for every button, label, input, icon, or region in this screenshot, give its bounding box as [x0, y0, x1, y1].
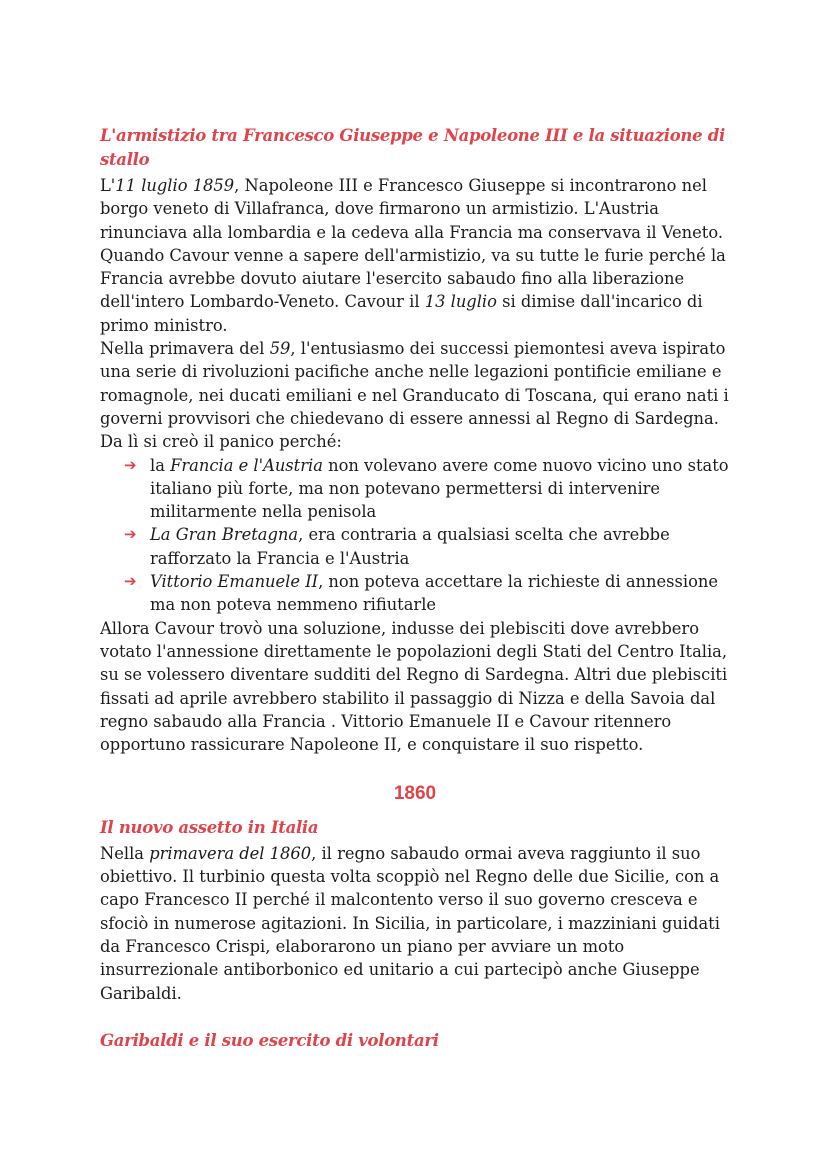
- list-item: [124, 570, 730, 617]
- document-page: [100, 124, 730, 1055]
- bullet-list: [100, 454, 730, 617]
- text-run: la: [150, 455, 171, 475]
- paragraph-armistizio: [100, 174, 730, 337]
- section-heading-armistizio: L'armistizio tra Francesco Giuseppe e Napoleone III e la situazione di stallo: [100, 126, 725, 169]
- list-item: [124, 454, 730, 524]
- text-run: Nella primavera del: [100, 339, 270, 359]
- year-italic: 59: [269, 339, 291, 359]
- date-italic: 13 luglio: [424, 292, 497, 312]
- subject-italic: La Gran Bretagna: [150, 525, 299, 545]
- text-run: si dimise dall'incarico di primo ministro.: [100, 292, 703, 335]
- text-run: Nella: [100, 843, 150, 863]
- arrow-icon: ➔: [124, 455, 137, 474]
- text-run: non volevano avere come nuovo vicino uno stato italiano più forte, ma non potevano permettersi di intervenire militarmente nella penisola: [150, 455, 729, 522]
- text-run: , l'entusiasmo dei successi piemontesi aveva ispirato una serie di rivoluzioni pacifiche anche nelle legazioni pontificie emiliane e romagnole, nei ducati emiliani e nel Granducato di Toscana, qui erano nati i governi provvisori che chiedevano di essere annessi al Regno di Sardegna. Da lì si creò il panico perché:: [100, 339, 729, 452]
- text-run: , era contraria a qualsiasi scelta che avrebbe rafforzato la Francia e l'Austria: [150, 525, 670, 568]
- section-heading-nuovo-assetto: Il nuovo assetto in Italia: [100, 817, 319, 837]
- date-italic: 11 luglio 1859: [115, 176, 235, 195]
- paragraph-primavera-59: [100, 337, 730, 453]
- paragraph-plebisciti: Allora Cavour trovò una soluzione, indusse dei plebisciti dove avrebbero votato l'annessione direttamente le popolazioni degli Stati del Centro Italia, su se volessero diventare sudditi del Regno di Sardegna. Altri due plebisciti fissati ad aprile avrebbero stabilito il passaggio di Nizza e della Savoia dal regno sabaudo alla Francia . Vittorio Emanuele II e Cavour ritennero opportuno rassicurare Napoleone II, e conquistare il suo rispetto.: [100, 618, 728, 755]
- text-run: , non poteva accettare la richieste di annessione ma non poteva nemmeno rifiutarle: [150, 572, 719, 615]
- arrow-icon: ➔: [124, 525, 137, 544]
- paragraph-nuovo-assetto: [100, 842, 730, 1005]
- arrow-icon: ➔: [124, 572, 137, 591]
- text-run: , il regno sabaudo ormai aveva raggiunto il suo obiettivo. Il turbinio questa volta scoppiò nel Regno delle due Sicilie, con a capo Francesco II perché il malcontento verso il suo governo cresceva e sfociò in numerose agitazioni. In Sicilia, in particolare, i mazziniani guidati da Francesco Crispi, elaborarono un piano per avviare un moto insurrezionale antiborbonico ed unitario a cui partecipò anche Giuseppe Garibaldi.: [100, 843, 720, 1003]
- year-heading: 1860: [393, 783, 437, 805]
- text-run: L': [100, 176, 116, 195]
- section-heading-garibaldi: Garibaldi e il suo esercito di volontari: [100, 1030, 439, 1050]
- text-run: , Napoleone III e Francesco Giuseppe si incontrarono nel borgo veneto di Villafranca, dove firmarono un armistizio. L'Austria rinunciava alla lombardia e la cedeva alla Francia ma conservava il Veneto. Quando Cavour venne a sapere dell'armistizio, va su tutte le furie perché la Francia avrebbe dovuto aiutare l'esercito sabaudo fino alla liberazione dell'intero Lombardo-Veneto. Cavour il: [100, 176, 726, 312]
- list-item: [124, 523, 730, 570]
- subject-italic: Vittorio Emanuele II: [150, 572, 319, 592]
- date-italic: primavera del 1860: [149, 843, 312, 863]
- subject-italic: Francia e l'Austria: [170, 455, 323, 475]
